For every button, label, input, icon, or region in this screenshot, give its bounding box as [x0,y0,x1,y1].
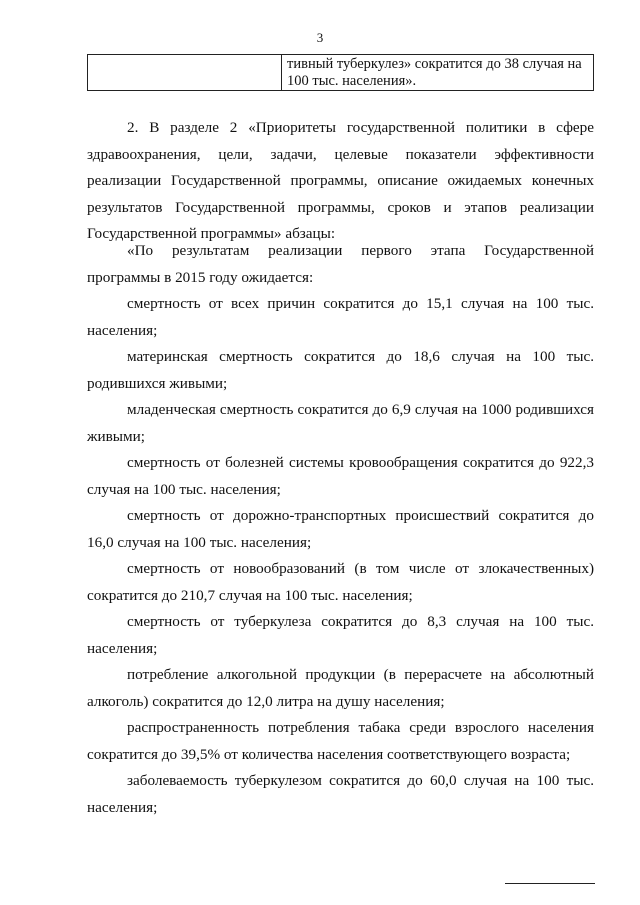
expected-results-list [87,238,594,821]
page-number: 3 [316,30,324,45]
table-cell-line-2: 100 тыс. населения». [287,73,417,89]
list-item: смертность от новообразований (в том числе от злокачественных) сократится до 210,7 случая на 100 тыс. населения; [87,560,594,604]
table-cell-empty [88,55,282,91]
list-item: смертность от туберкулеза сократится до 8,3 случая на 100 тыс. населения; [87,613,594,657]
list-item: младенческая смертность сократится до 6,9 случая на 1000 родившихся живыми; [87,401,594,445]
footer-rule [505,883,595,884]
list-item: смертность от всех причин сократится до 15,1 случая на 100 тыс. населения; [87,295,594,339]
list-item: «По результатам реализации первого этапа Государственной программы в 2015 году ожидается: [87,242,594,286]
continued-table [87,54,594,91]
list-item: материнская смертность сократится до 18,6 случая на 100 тыс. родившихся живыми; [87,348,594,392]
table-row [88,55,594,91]
list-item: смертность от дорожно-транспортных происшествий сократится до 16,0 случая на 100 тыс. населения; [87,507,594,551]
list-item: потребление алкогольной продукции (в перерасчете на абсолютный алкоголь) сократится до 12,0 литра на душу населения; [87,666,594,710]
list-item: распространенность потребления табака среди взрослого населения сократится до 39,5% от количества населения соответствующего возраста; [87,719,594,763]
table-cell-line-1: тивный туберкулез» сократится до 38 случая на [287,56,582,72]
table-cell-text [282,55,594,91]
list-item: смертность от болезней системы кровообращения сократится до 922,3 случая на 100 тыс. населения; [87,454,594,498]
intro-text: 2. В разделе 2 «Приоритеты государственной политики в сфере здравоохранения, цели, задачи, целевые показатели эффективности реализации Государственной программы, описание ожидаемых конечных результатов Государственной программы, сроков и этапов реализации Государственной программы» абзацы: [87,119,594,242]
intro-paragraph [87,115,594,248]
list-item: заболеваемость туберкулезом сократится до 60,0 случая на 100 тыс. населения; [87,772,594,816]
